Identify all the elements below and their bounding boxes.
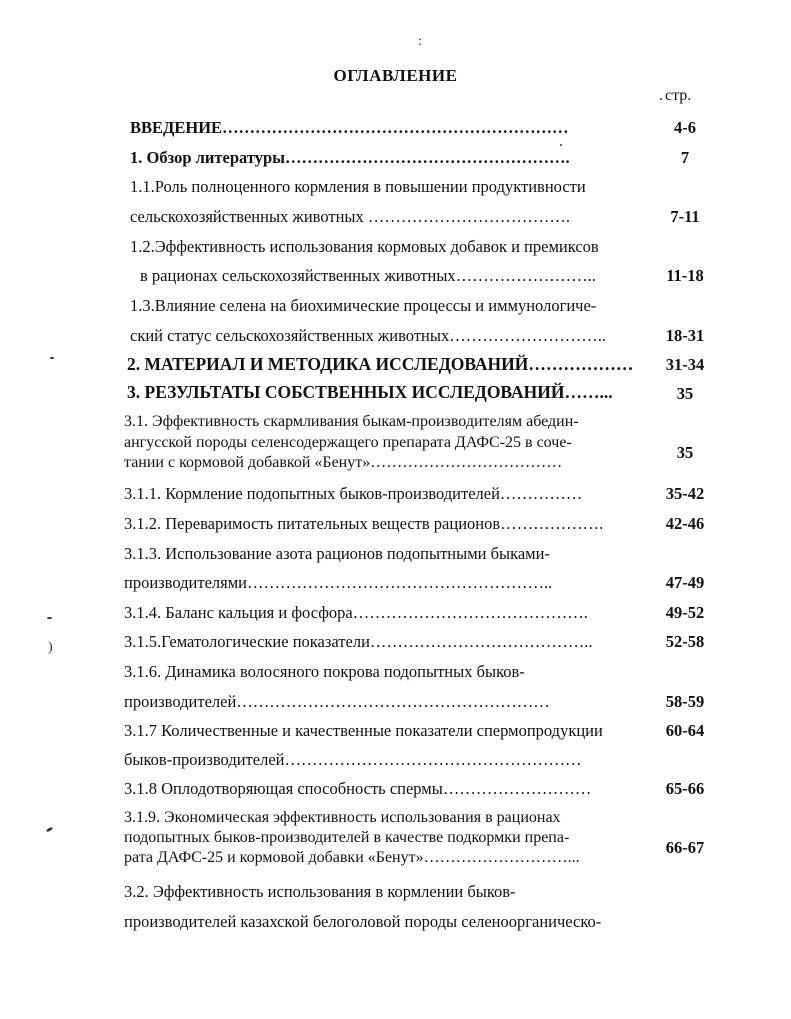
toc-page-number: 11-18 <box>666 266 704 285</box>
toc-entry-text: 1. Обзор литературы……………………………………………. <box>130 148 570 167</box>
toc-entry-introduction[interactable] <box>130 118 569 138</box>
scan-speck <box>46 826 54 832</box>
scan-speck <box>660 98 662 100</box>
page-column-header: стр. <box>665 87 692 104</box>
toc-entry-1-3-line1[interactable]: 1.3.Влияние селена на биохимические процессы и иммунологиче- <box>130 296 597 315</box>
toc-entry-1-2-line1[interactable]: 1.2.Эффективность использования кормовых добавок и премиксов <box>130 237 599 256</box>
toc-page-number: 7 <box>680 148 690 167</box>
toc-page-number: 18-31 <box>665 326 705 345</box>
toc-page-number: 31-34 <box>665 355 705 374</box>
toc-entry-literature-review[interactable] <box>130 148 570 168</box>
toc-entry-3-1-6-line2[interactable]: производителей………………………………………………… <box>124 692 550 711</box>
toc-entry-1-1-line1[interactable]: 1.1.Роль полноценного кормления в повышении продуктивности <box>130 177 586 196</box>
toc-entry-3-1-7-line1[interactable]: 3.1.7 Количественные и качественные показатели спермопродукции <box>124 721 603 740</box>
toc-entry-3-1-1[interactable]: 3.1.1. Кормление подопытных быков-производителей…………… <box>124 484 583 503</box>
toc-entry-3-1-line1[interactable]: 3.1. Эффективность скармливания быкам-производителям абедин- <box>124 413 579 430</box>
toc-entry-3-1-9-line3[interactable]: рата ДАФС-25 и кормовой добавки «Бенут»………………………... <box>124 849 580 866</box>
toc-entry-3-2-line2[interactable]: производителей казахской белоголовой породы селеноорганическо- <box>124 912 602 931</box>
toc-page-number: 35-42 <box>665 484 705 503</box>
scan-speck <box>47 617 52 619</box>
toc-entry-3-1-3-line1[interactable]: 3.1.3. Использование азота рационов подопытными быками- <box>124 544 550 563</box>
toc-page-number: 52-58 <box>665 632 705 651</box>
toc-entry-3-1-6-line1[interactable]: 3.1.6. Динамика волосяного покрова подопытных быков- <box>124 662 525 681</box>
toc-entry-3-1-9-line1[interactable]: 3.1.9. Экономическая эффективность использования в рационах <box>124 809 561 826</box>
toc-page-number: 35 <box>676 384 694 403</box>
toc-entry-3-1-line2[interactable]: ангусской породы селенсодержащего препарата ДАФС-25 в соче- <box>124 434 572 451</box>
toc-entry-3-2-line1[interactable]: 3.2. Эффективность использования в кормлении быков- <box>124 882 516 901</box>
toc-page-number: 66-67 <box>665 838 705 857</box>
toc-entry-3-1-5[interactable]: 3.1.5.Гематологические показатели………………………………….. <box>124 632 593 651</box>
toc-page-number: 47-49 <box>665 573 705 592</box>
toc-entry-3-1-7-line2[interactable]: быков-производителей……………………………………………… <box>124 750 582 769</box>
toc-page-number: 42-46 <box>665 514 705 533</box>
toc-entry-1-3-line2[interactable]: ский статус сельскохозяйственных животных……………………….. <box>130 326 606 345</box>
toc-entry-3-1-3-line2[interactable]: производителями……………………………………………….. <box>124 573 553 592</box>
toc-entry-materials-methods[interactable]: 2. МАТЕРИАЛ И МЕТОДИКА ИССЛЕДОВАНИЙ……………… <box>127 354 634 374</box>
toc-entry-1-2-line2[interactable]: в рационах сельскохозяйственных животных…………………….. <box>140 266 596 285</box>
scan-speck: ) <box>48 640 53 655</box>
toc-page-number: 58-59 <box>665 692 705 711</box>
toc-page-number: 49-52 <box>665 603 705 622</box>
toc-entry-1-1-line2[interactable]: сельскохозяйственных животных ………………………………. <box>130 207 570 226</box>
scan-speck: : <box>418 34 422 49</box>
scan-speck <box>560 144 562 146</box>
toc-page-number: 65-66 <box>665 779 705 798</box>
toc-entry-results[interactable]: 3. РЕЗУЛЬТАТЫ СОБСТВЕННЫХ ИССЛЕДОВАНИЙ……... <box>127 382 613 402</box>
toc-entry-3-1-8[interactable]: 3.1.8 Оплодотворяющая способность спермы……………………… <box>124 779 592 798</box>
toc-entry-3-1-4[interactable]: 3.1.4. Баланс кальция и фосфора……………………………………. <box>124 603 588 622</box>
toc-entry-3-1-line3[interactable]: тании с кормовой добавкой «Бенут»……………………………… <box>124 454 563 471</box>
toc-page-number: 7-11 <box>670 207 700 226</box>
page-title: ОГЛАВЛЕНИЕ <box>333 66 458 85</box>
toc-entry-text: ВВЕДЕНИЕ……………………………………………………… <box>130 118 569 137</box>
toc-entry-3-1-9-line2[interactable]: подопытных быков-производителей в качестве подкормки препа- <box>124 829 570 846</box>
toc-page-number: 4-6 <box>674 118 696 137</box>
toc-page-number: 60-64 <box>665 721 705 740</box>
toc-entry-3-1-2[interactable]: 3.1.2. Переваримость питательных веществ рационов………………. <box>124 514 604 533</box>
scan-speck <box>50 357 54 359</box>
toc-page-number: 35 <box>676 443 694 462</box>
